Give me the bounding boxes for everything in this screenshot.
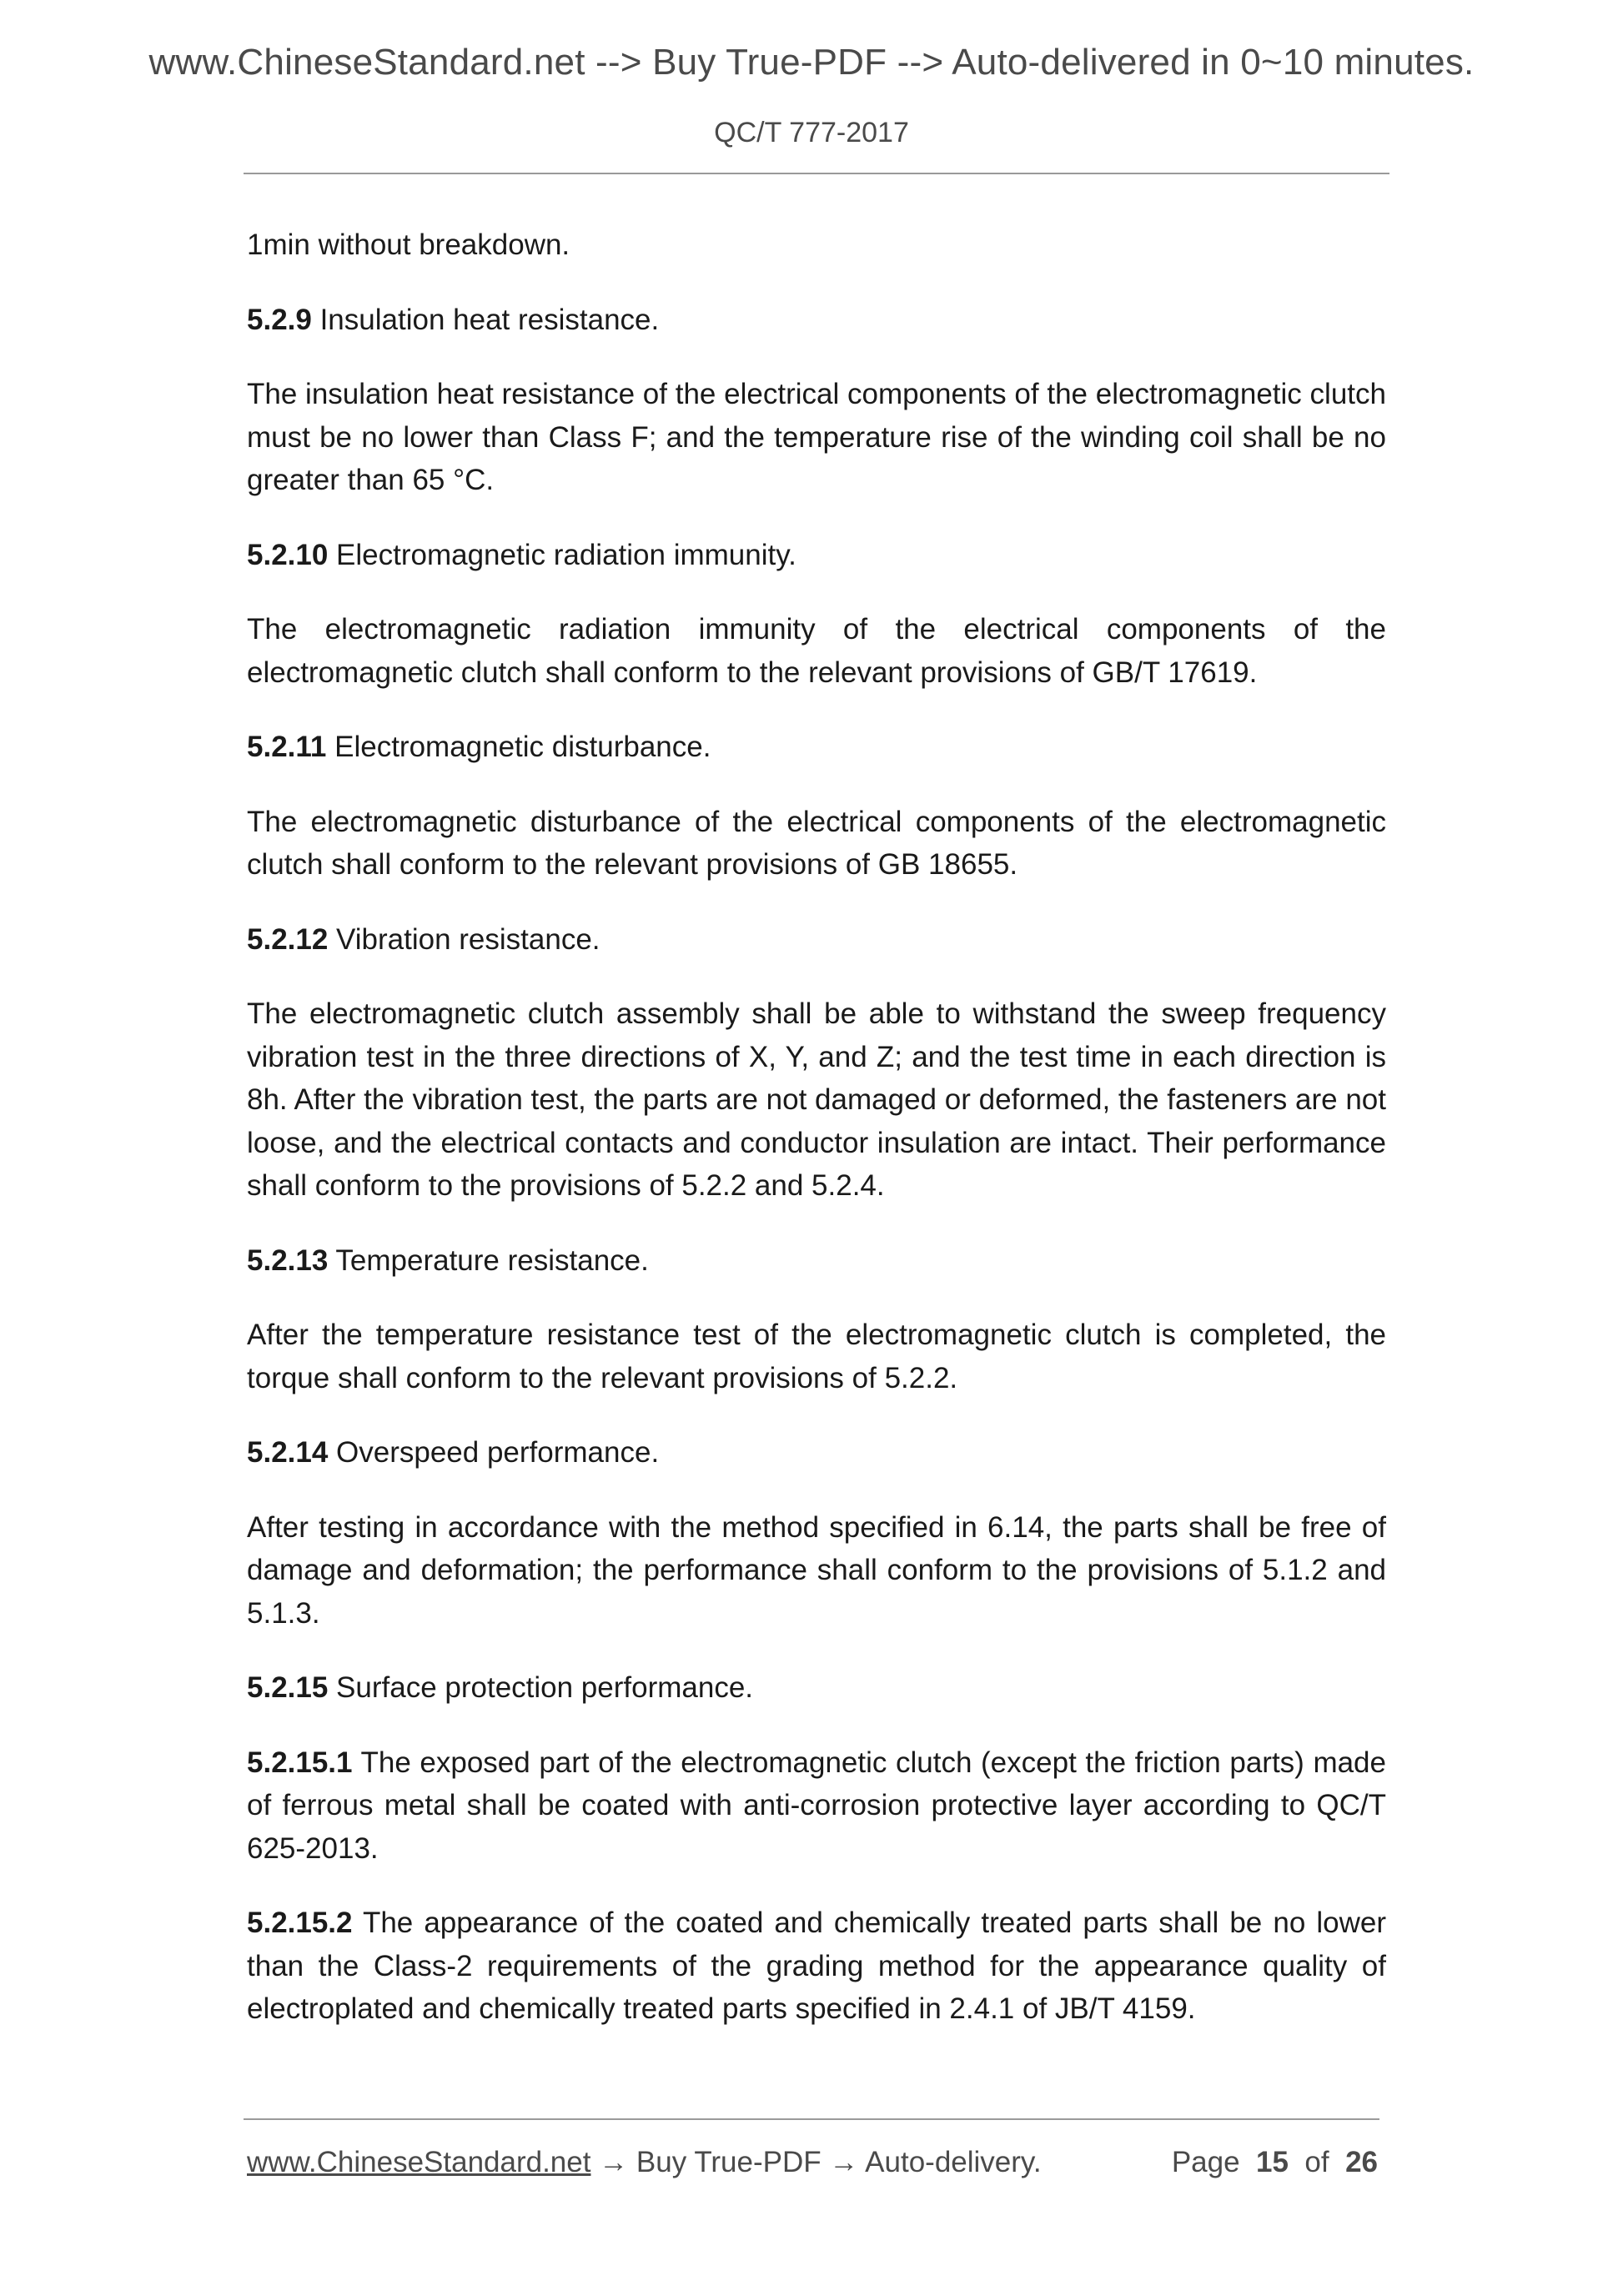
paragraph-radiation-immunity — [247, 608, 1386, 694]
clause-heading-5-2-12 — [247, 918, 1386, 962]
top-banner: www.ChineseStandard.net --> Buy True-PDF --> Auto-delivered in 0~10 minutes. — [148, 42, 1475, 83]
clause-number: 5.2.14 — [247, 1436, 329, 1469]
clause-title: Temperature resistance. — [328, 1243, 649, 1277]
paragraph-continuation — [247, 224, 1386, 267]
page-label: Page — [1171, 2146, 1240, 2178]
clause-heading-5-2-11 — [247, 726, 1386, 769]
clause-number: 5.2.13 — [247, 1243, 329, 1277]
paragraph-vibration-resistance — [247, 992, 1386, 1208]
clause-title: Insulation heat resistance. — [311, 303, 660, 336]
clause-number: 5.2.10 — [247, 538, 329, 571]
total-pages-number: 26 — [1345, 2146, 1378, 2178]
current-page-number: 15 — [1256, 2146, 1289, 2178]
paragraph-text: The exposed part of the electromagnetic clutch (except the friction parts) made of ferrous metal shall be coated with anti-corrosion protective layer according to QC/T 625-2013. — [247, 1746, 1386, 1865]
clause-number: 5.2.9 — [247, 303, 312, 336]
page-indicator — [1172, 2146, 1378, 2179]
header-divider — [244, 173, 1389, 174]
clause-number: 5.2.11 — [247, 731, 327, 763]
paragraph-text: The appearance of the coated and chemically treated parts shall be no lower than the Class-2 requirements of the grading method for the appearance quality of electroplated and chemically treated parts specified in 2.4.1 of JB/T 4159. — [247, 1907, 1386, 2025]
footer-divider — [244, 2118, 1379, 2120]
clause-title: Electromagnetic radiation immunity. — [328, 538, 796, 571]
clause-5-2-15-2 — [247, 1902, 1386, 2031]
clause-title: Overspeed performance. — [328, 1436, 660, 1469]
clause-heading-5-2-10 — [247, 534, 1386, 577]
clause-title: Surface protection performance. — [328, 1671, 754, 1704]
clause-number: 5.2.15 — [247, 1671, 329, 1704]
document-code: QC/T 777-2017 — [714, 117, 909, 148]
page-footer — [247, 2146, 1378, 2179]
clause-heading-5-2-14 — [247, 1431, 1386, 1475]
of-label: of — [1304, 2146, 1329, 2178]
clause-heading-5-2-13 — [247, 1239, 1386, 1283]
footer-tagline: → Buy True-PDF → Auto-delivery. — [590, 2146, 1042, 2178]
footer-website-link[interactable]: www.ChineseStandard.net — [247, 2146, 591, 2178]
clause-title: Electromagnetic disturbance. — [326, 731, 711, 763]
paragraph-electromagnetic-disturbance — [247, 801, 1386, 887]
paragraph-text: After testing in accordance with the method specified in 6.14, the parts shall be free of damage and deformation; the performance shall conform to the provisions of 5.1.2 and 5.1.3. — [247, 1510, 1386, 1630]
paragraph-text: After the temperature resistance test of the electromagnetic clutch is completed, the torque shall conform to the relevant provisions of 5.2.2. — [247, 1319, 1386, 1394]
paragraph-insulation-heat-resistance — [247, 373, 1386, 502]
clause-number: 5.2.15.2 — [247, 1907, 353, 1939]
page-content — [247, 224, 1386, 2062]
paragraph-text: The insulation heat resistance of the electrical components of the electromagnetic clutch must be no lower than Class F; and the temperature rise of the winding coil shall be no greater than 65 °C. — [247, 378, 1386, 496]
paragraph-temperature-resistance — [247, 1314, 1386, 1399]
paragraph-overspeed-performance — [247, 1506, 1386, 1635]
clause-number: 5.2.12 — [247, 922, 329, 956]
clause-number: 5.2.15.1 — [247, 1746, 353, 1779]
clause-heading-5-2-9 — [247, 299, 1386, 342]
clause-heading-5-2-15 — [247, 1666, 1386, 1710]
paragraph-text: The electromagnetic radiation immunity of the electrical components of the electromagnetic clutch shall conform to the relevant provisions of GB/T 17619. — [247, 613, 1386, 689]
clause-5-2-15-1 — [247, 1741, 1386, 1871]
paragraph-text: 1min without breakdown. — [247, 229, 570, 261]
paragraph-text: The electromagnetic disturbance of the electrical components of the electromagnetic clutch shall conform to the relevant provisions of GB 18655. — [247, 805, 1386, 881]
paragraph-text: The electromagnetic clutch assembly shall be able to withstand the sweep frequency vibration test in the three directions of X, Y, and Z; and the test time in each direction is 8h. After the vibration test, the parts are not damaged or deformed, the fasteners are not loose, and the electrical contacts and conductor insulation are intact. Their performance shall conform to the provisions of 5.2.2 and 5.2.4. — [247, 997, 1386, 1202]
clause-title: Vibration resistance. — [328, 922, 600, 956]
